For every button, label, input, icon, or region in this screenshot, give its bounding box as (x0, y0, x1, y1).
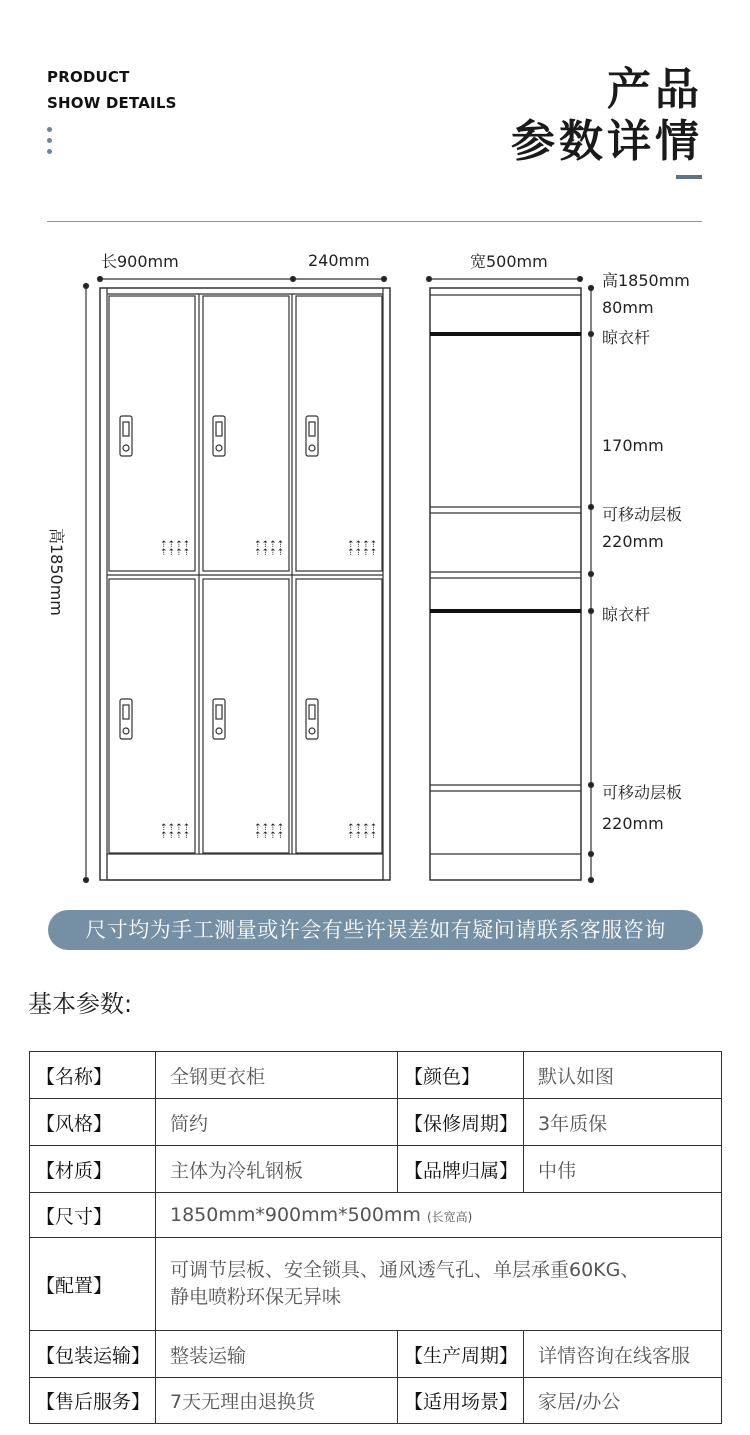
label-shelf-1: 可移动层板 (602, 505, 683, 524)
label-top-gap: 80mm (602, 298, 654, 317)
table-row (30, 1099, 722, 1146)
door-4 (109, 579, 195, 853)
header-cn-line1: 产品 (607, 64, 703, 115)
table-row (30, 1378, 722, 1424)
cabinet-front-outline (100, 288, 390, 880)
spec-key: 【保修周期】 (398, 1099, 524, 1146)
label-length: 长900mm (101, 252, 179, 271)
svg-text:⇡⇡⇡⇡: ⇡⇡⇡⇡ (347, 540, 378, 550)
svg-text:⇡⇡⇡⇡: ⇡⇡⇡⇡ (160, 823, 191, 833)
label-hanger-rod-2: 晾衣杆 (602, 605, 651, 624)
spec-key: 【售后服务】 (30, 1378, 156, 1424)
label-door-width: 240mm (308, 251, 370, 270)
table-row (30, 1238, 722, 1331)
lock-icon (120, 416, 318, 739)
spec-key: 【包装运输】 (30, 1331, 156, 1378)
svg-text:⇡⇡⇡⇡: ⇡⇡⇡⇡ (347, 548, 378, 558)
spec-value: 7天无理由退换货 (156, 1378, 398, 1424)
svg-text:⇡⇡⇡⇡: ⇡⇡⇡⇡ (347, 831, 378, 841)
spec-value: 默认如图 (524, 1052, 722, 1099)
vent-icon (160, 540, 377, 841)
spec-value: 中伟 (524, 1146, 722, 1193)
spec-key: 【适用场景】 (398, 1378, 524, 1424)
spec-value (156, 1238, 722, 1331)
table-row (30, 1052, 722, 1099)
spec-key: 【颜色】 (398, 1052, 524, 1099)
size-note: (长宽高) (426, 1210, 473, 1224)
svg-text:⇡⇡⇡⇡: ⇡⇡⇡⇡ (254, 540, 285, 550)
label-middle-gap: 170mm (602, 436, 664, 455)
table-row (30, 1193, 722, 1238)
label-height-side: 高1850mm (602, 271, 690, 290)
config-line-1: 可调节层板、安全锁具、通风透气孔、单层承重60KG、 (170, 1259, 640, 1281)
spec-key: 【配置】 (30, 1238, 156, 1331)
spec-value: 主体为冷轧钢板 (156, 1146, 398, 1193)
label-shelf-2: 可移动层板 (602, 783, 683, 802)
label-shelf-gap-1: 220mm (602, 532, 664, 551)
spec-value: 家居/办公 (524, 1378, 722, 1424)
spec-key: 【品牌归属】 (398, 1146, 524, 1193)
spec-value: 详情咨询在线客服 (524, 1331, 722, 1378)
hanger-rod-1 (430, 332, 581, 336)
svg-text:⇡⇡⇡⇡: ⇡⇡⇡⇡ (160, 548, 191, 558)
section-title: 基本参数: (28, 990, 133, 1018)
size-value: 1850mm*900mm*500mm (170, 1204, 421, 1226)
label-shelf-gap-2: 220mm (602, 814, 664, 833)
config-line-2: 静电喷粉环保无异味 (170, 1286, 342, 1308)
table-row (30, 1331, 722, 1378)
spec-value: 全钢更衣柜 (156, 1052, 398, 1099)
svg-text:⇡⇡⇡⇡: ⇡⇡⇡⇡ (160, 540, 191, 550)
label-height-front: 高1850mm (47, 528, 66, 616)
door-1 (109, 296, 195, 571)
label-hanger-rod-1: 晾衣杆 (602, 328, 651, 347)
spec-key: 【材质】 (30, 1146, 156, 1193)
svg-text:⇡⇡⇡⇡: ⇡⇡⇡⇡ (254, 548, 285, 558)
header-en-line2: SHOW DETAILS (47, 94, 177, 112)
table-row (30, 1146, 722, 1193)
spec-table (29, 1051, 722, 1424)
label-width-side: 宽500mm (470, 252, 548, 271)
spec-value (156, 1193, 722, 1238)
header-cn-line2: 参数详情 (511, 116, 703, 167)
spec-key: 【尺寸】 (30, 1193, 156, 1238)
svg-text:⇡⇡⇡⇡: ⇡⇡⇡⇡ (254, 831, 285, 841)
spec-key: 【生产周期】 (398, 1331, 524, 1378)
spec-value: 3年质保 (524, 1099, 722, 1146)
svg-text:⇡⇡⇡⇡: ⇡⇡⇡⇡ (254, 823, 285, 833)
dots-decoration (47, 127, 53, 160)
title-accent-bar (676, 175, 702, 179)
header-en-line1: PRODUCT (47, 68, 130, 86)
spec-value: 整装运输 (156, 1331, 398, 1378)
svg-text:⇡⇡⇡⇡: ⇡⇡⇡⇡ (347, 823, 378, 833)
measurement-notice-banner: 尺寸均为手工测量或许会有些许误差如有疑问请联系客服咨询 (48, 910, 703, 950)
hanger-rod-2 (430, 609, 581, 613)
spec-value: 简约 (156, 1099, 398, 1146)
spec-key: 【名称】 (30, 1052, 156, 1099)
spec-key: 【风格】 (30, 1099, 156, 1146)
header-divider (47, 221, 702, 222)
svg-text:⇡⇡⇡⇡: ⇡⇡⇡⇡ (160, 831, 191, 841)
cabinet-base (107, 854, 383, 880)
